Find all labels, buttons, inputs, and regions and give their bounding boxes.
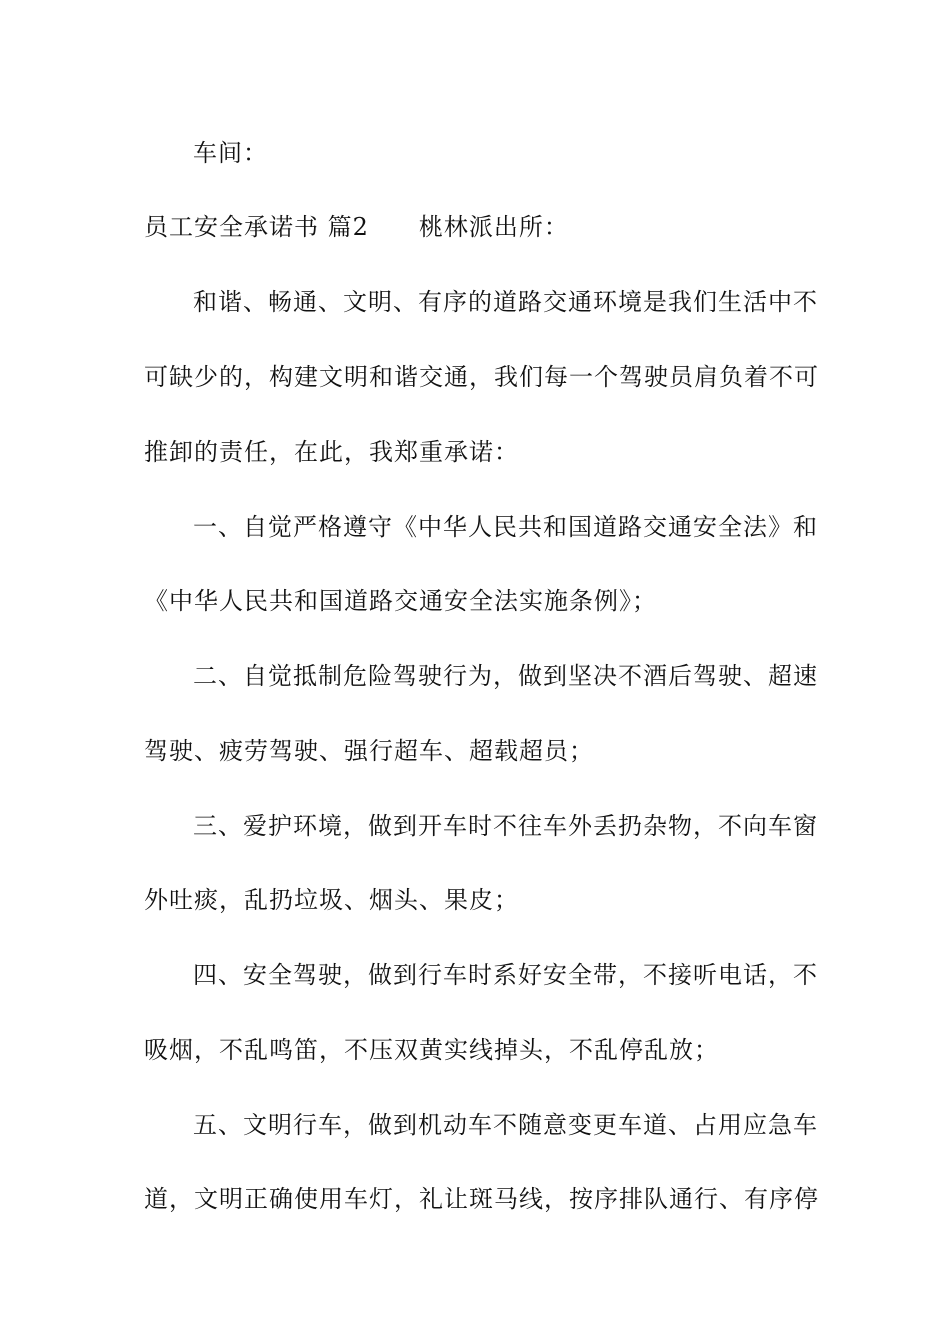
paragraph-line: 五、文明行车，做到机动车不随意变更车道、占用应急车: [193, 1111, 818, 1139]
paragraph-line: 外吐痰，乱扔垃圾、烟头、果皮；: [144, 886, 519, 914]
paragraph-line: 四、安全驾驶，做到行车时系好安全带，不接听电话，不: [193, 961, 818, 989]
paragraph-line: 一、自觉严格遵守《中华人民共和国道路交通安全法》和: [193, 513, 818, 541]
paragraph-line: 驾驶、疲劳驾驶、强行超车、超载超员；: [144, 737, 594, 765]
paragraph-line: 和谐、畅通、文明、有序的道路交通环境是我们生活中不: [193, 288, 818, 316]
paragraph-line: 三、爱护环境，做到开车时不往车外丢扔杂物，不向车窗: [193, 812, 818, 840]
paragraph-line: 推卸的责任，在此，我郑重承诺：: [144, 438, 519, 466]
paragraph-line: 吸烟，不乱鸣笛，不压双黄实线掉头，不乱停乱放；: [144, 1036, 719, 1064]
paragraph-line: 可缺少的，构建文明和谐交通，我们每一个驾驶员肩负着不可: [144, 363, 819, 391]
addressee: 桃林派出所：: [418, 213, 569, 241]
workshop-label: 车间：: [193, 139, 268, 167]
document-title: 员工安全承诺书 篇2: [144, 213, 369, 241]
paragraph-line: 道，文明正确使用车灯，礼让斑马线，按序排队通行、有序停: [144, 1185, 819, 1213]
paragraph-line: 二、自觉抵制危险驾驶行为，做到坚决不酒后驾驶、超速: [193, 662, 818, 690]
title-row: [144, 212, 814, 242]
paragraph-line: 《中华人民共和国道路交通安全法实施条例》；: [144, 587, 657, 615]
